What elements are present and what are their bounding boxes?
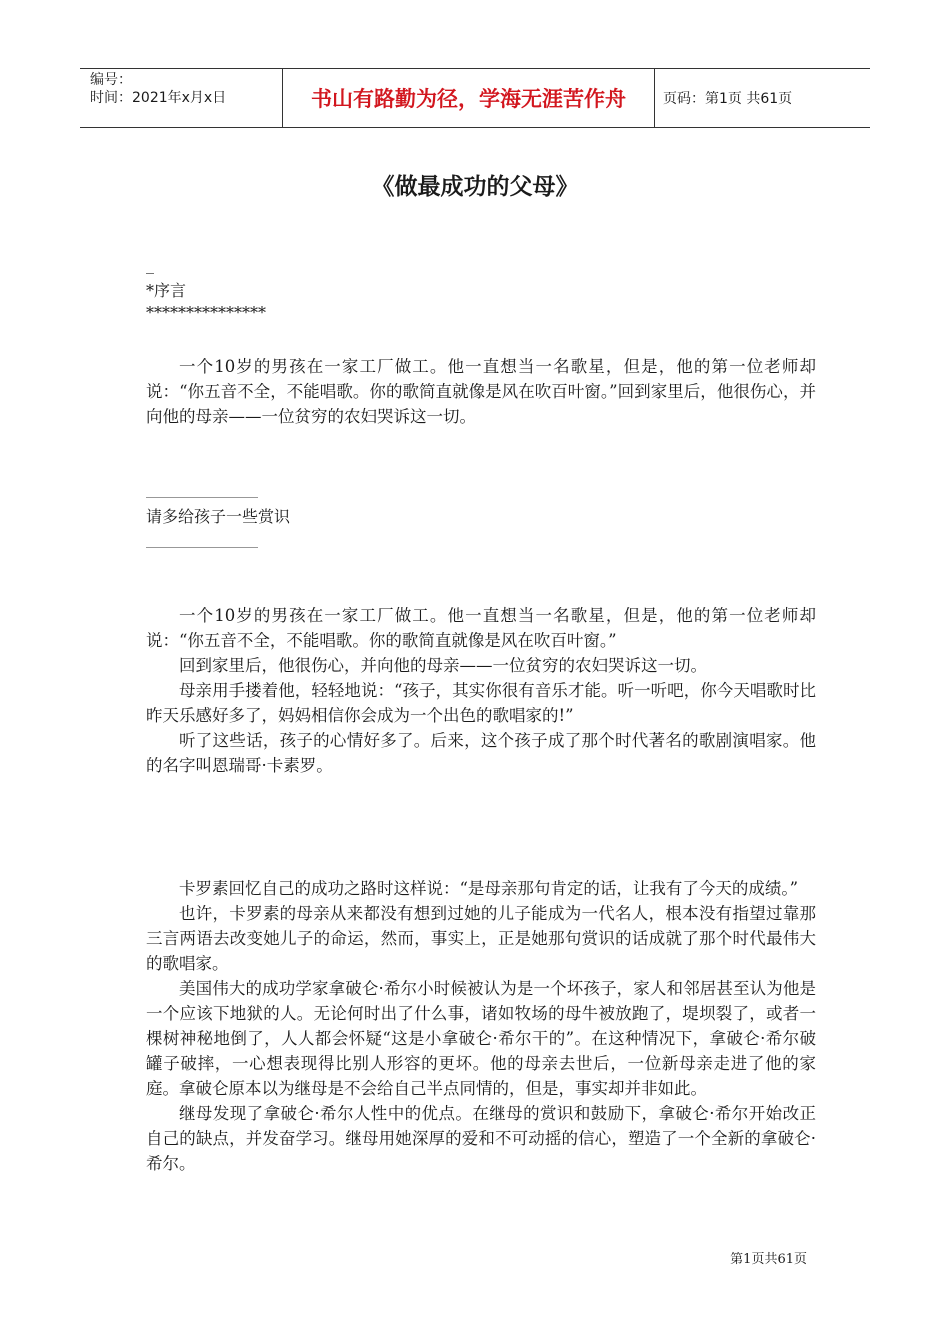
paragraph: 也许，卡罗素的母亲从来都没有想到过她的儿子能成为一代名人，根本没有指望过靠那三言两语去改变她儿子的命运，然而，事实上，正是她那句赏识的话成就了那个时代最伟大的歌唱家。 — [146, 904, 816, 973]
paragraph: 卡罗素回忆自己的成功之路时这样说：“是母亲那句肯定的话，让我有了今天的成绩。” — [179, 879, 799, 898]
story-block-a — [146, 603, 816, 778]
date-label: 时间：2021年x月x日 — [90, 90, 227, 106]
intro-paragraph: 一个10岁的男孩在一家工厂做工。他一直想当一名歌星，但是，他的第一位老师却说：“你五音不全，不能唱歌。你的歌简直就像是风在吹百叶窗。”回到家里后，他很伤心，并向他的母亲——一位贫穷的农妇哭诉这一切。 — [146, 357, 816, 426]
paragraph: 一个10岁的男孩在一家工厂做工。他一直想当一名歌星，但是，他的第一位老师却说：“你五音不全，不能唱歌。你的歌简直就像是风在吹百叶窗。” — [146, 606, 816, 650]
story-block-b — [146, 876, 816, 1176]
header-page-info: 页码：第1页 共61页 — [663, 91, 793, 107]
paragraph: 听了这些话，孩子的心情好多了。后来，这个孩子成了那个时代著名的歌剧演唱家。他的名字叫恩瑞哥·卡素罗。 — [146, 731, 816, 775]
section-heading: 请多给孩子一些赏识 — [146, 507, 291, 526]
preface-stars: *************** — [146, 303, 266, 322]
serial-label: 编号： — [90, 72, 132, 88]
preface-block — [146, 255, 816, 324]
preface-dash: _ — [146, 255, 154, 274]
section-rule-top: ______________ — [146, 479, 258, 498]
paragraph: 回到家里后，他很伤心，并向他的母亲——一位贫穷的农妇哭诉这一切。 — [179, 656, 707, 675]
section-rule-bottom: ______________ — [146, 529, 258, 548]
page-header — [80, 68, 870, 128]
paragraph: 继母发现了拿破仑·希尔人性中的优点。在继母的赏识和鼓励下，拿破仑·希尔开始改正自己的缺点，并发奋学习。继母用她深厚的爱和不可动摇的信心，塑造了一个全新的拿破仑·希尔。 — [146, 1104, 816, 1173]
paragraph: 美国伟大的成功学家拿破仑·希尔小时候被认为是一个坏孩子，家人和邻居甚至认为他是一个应该下地狱的人。无论何时出了什么事，诸如牧场的母牛被放跑了，堤坝裂了，或者一棵树神秘地倒了，人人都会怀疑“这是小拿破仑·希尔干的”。在这种情况下，拿破仑·希尔破罐子破摔，一心想表现得比别人形容的更坏。他的母亲去世后，一位新母亲走进了他的家庭。拿破仑原本以为继母是不会给自己半点同情的，但是，事实却并非如此。 — [146, 979, 816, 1098]
page-footer: 第1页共61页 — [730, 1252, 807, 1267]
intro-block — [146, 354, 816, 429]
header-meta — [80, 69, 282, 127]
paragraph: 母亲用手搂着他，轻轻地说：“孩子，其实你很有音乐才能。听一听吧，你今天唱歌时比昨天乐感好多了，妈妈相信你会成为一个出色的歌唱家的!” — [146, 681, 816, 725]
header-motto: 书山有路勤为径，学海无涯苦作舟 — [282, 69, 655, 127]
document-title: 《做最成功的父母》 — [371, 174, 579, 200]
preface-heading: *序言 — [146, 281, 187, 300]
section-heading-block — [146, 478, 816, 550]
